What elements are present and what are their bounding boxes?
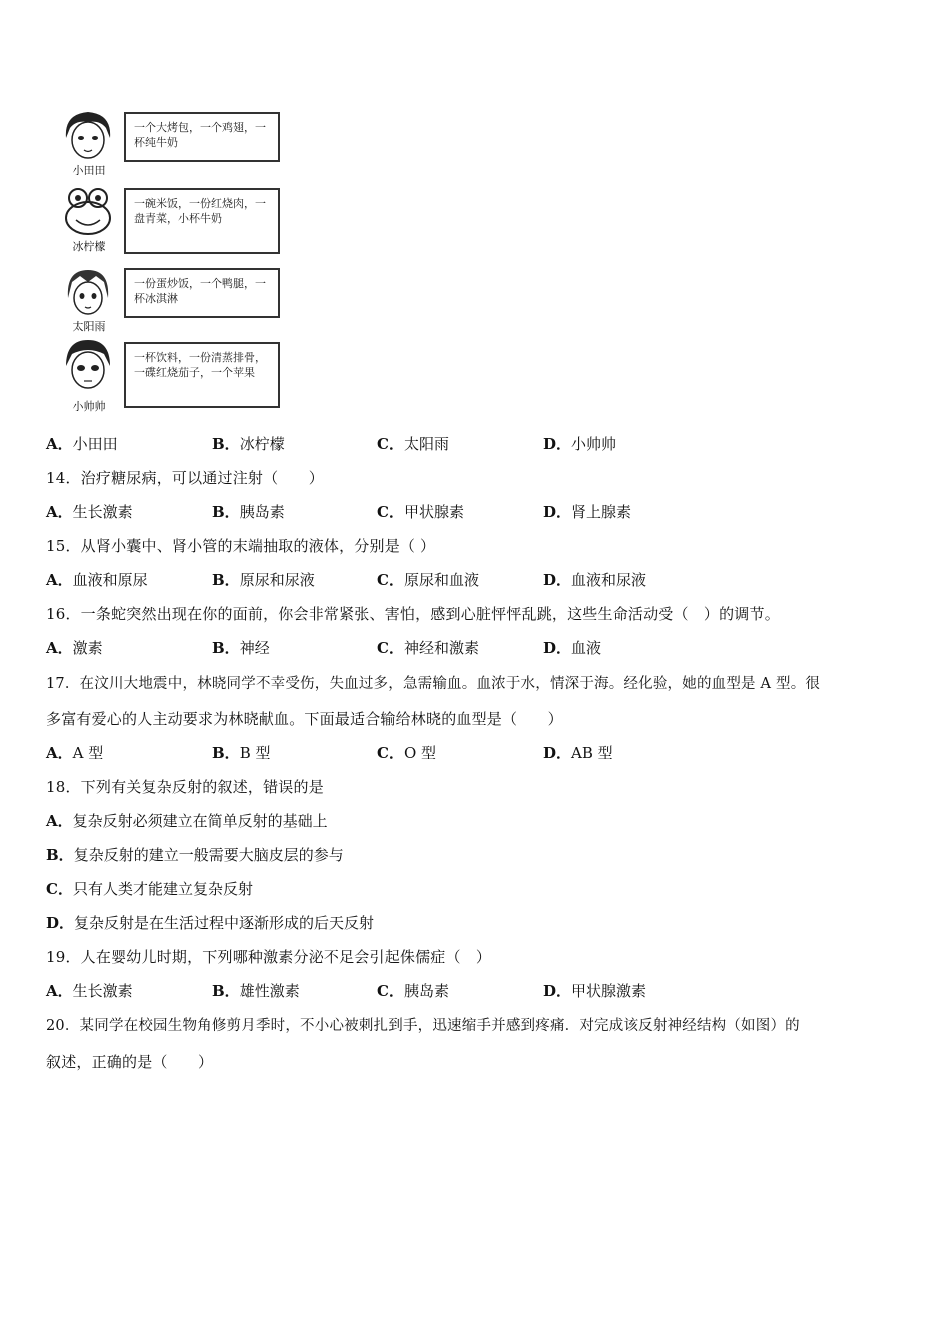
question-20-cont: 叙述，正确的是（ ） xyxy=(46,1053,214,1071)
menu-card: 一杯饮料，一份清蒸排骨，一碟红烧茄子，一个苹果 xyxy=(124,342,280,408)
option-d[interactable]: D．血液 xyxy=(543,639,602,657)
option-c[interactable]: C．只有人类才能建立复杂反射 xyxy=(46,880,253,898)
option-d[interactable]: D．甲状腺激素 xyxy=(543,982,647,1000)
option-a[interactable]: A．生长激素 xyxy=(46,503,133,521)
person-name: 小田田 xyxy=(72,164,106,177)
question-14: 14．治疗糖尿病，可以通过注射（ ） xyxy=(46,469,324,487)
option-b[interactable]: B．B 型 xyxy=(212,744,271,762)
menu-row xyxy=(58,264,290,340)
menu-card: 一碗米饭，一份红烧肉，一盘青菜，小杯牛奶 xyxy=(124,188,280,254)
menu-card: 一个大烤包，一个鸡翅，一杯纯牛奶 xyxy=(124,112,280,162)
person-name: 冰柠檬 xyxy=(72,240,106,253)
menu-row xyxy=(58,184,290,260)
menu-row xyxy=(58,108,290,184)
option-d[interactable]: D．小帅帅 xyxy=(543,435,617,453)
option-c[interactable]: C．胰岛素 xyxy=(377,982,449,1000)
portrait-girl-icon xyxy=(60,264,116,320)
option-d[interactable]: D．AB 型 xyxy=(543,744,613,762)
option-a[interactable]: A．A 型 xyxy=(46,744,104,762)
portrait-frog-icon xyxy=(60,184,116,240)
option-c[interactable]: C．神经和激素 xyxy=(377,639,479,657)
person-name: 太阳雨 xyxy=(72,320,106,333)
option-b[interactable]: B．复杂反射的建立一般需要大脑皮层的参与 xyxy=(46,846,344,864)
option-b[interactable]: B．神经 xyxy=(212,639,270,657)
question-15: 15．从肾小囊中、肾小管的末端抽取的液体，分别是（ ） xyxy=(46,537,436,555)
option-b[interactable]: B．胰岛素 xyxy=(212,503,285,521)
person-name: 小帅帅 xyxy=(72,400,106,413)
menu-card: 一份蛋炒饭，一个鸭腿，一杯冰淇淋 xyxy=(124,268,280,318)
question-20: 20．某同学在校园生物角修剪月季时，不小心被刺扎到手，迅速缩手并感到疼痛．对完成该反射神经结构（如图）的 xyxy=(46,1018,800,1034)
option-b[interactable]: B．原尿和尿液 xyxy=(212,571,315,589)
option-a[interactable]: A．生长激素 xyxy=(46,982,133,1000)
option-c[interactable]: C．原尿和血液 xyxy=(377,571,479,589)
option-b[interactable]: B．雄性激素 xyxy=(212,982,300,1000)
option-b[interactable]: B．冰柠檬 xyxy=(212,435,285,453)
option-c[interactable]: C．太阳雨 xyxy=(377,435,449,453)
question-17: 17．在汶川大地震中，林晓同学不幸受伤，失血过多，急需输血。血浓于水，情深于海。经化验，她的血型是 A 型。很 xyxy=(46,676,821,692)
question-17-cont: 多富有爱心的人主动要求为林晓献血。下面最适合输给林晓的血型是（ ） xyxy=(46,710,563,728)
option-a[interactable]: A．小田田 xyxy=(46,435,118,453)
question-16: 16．一条蛇突然出现在你的面前，你会非常紧张、害怕，感到心脏怦怦乱跳，这些生命活动受（ ）的调节。 xyxy=(46,605,780,623)
option-a[interactable]: A．复杂反射必须建立在简单反射的基础上 xyxy=(46,812,328,830)
option-c[interactable]: C．甲状腺素 xyxy=(377,503,464,521)
question-18: 18．下列有关复杂反射的叙述，错误的是 xyxy=(46,778,324,796)
option-a[interactable]: A．激素 xyxy=(46,639,103,657)
portrait-boy-icon xyxy=(60,338,116,394)
menu-row xyxy=(58,338,290,414)
option-a[interactable]: A．血液和原尿 xyxy=(46,571,148,589)
option-d[interactable]: D．血液和尿液 xyxy=(543,571,647,589)
option-d[interactable]: D．复杂反射是在生活过程中逐渐形成的后天反射 xyxy=(46,914,375,932)
option-c[interactable]: C．O 型 xyxy=(377,744,437,762)
option-d[interactable]: D．肾上腺素 xyxy=(543,503,632,521)
question-19: 19．人在婴幼儿时期，下列哪种激素分泌不足会引起侏儒症（ ） xyxy=(46,948,492,966)
portrait-girl-icon xyxy=(60,108,116,164)
